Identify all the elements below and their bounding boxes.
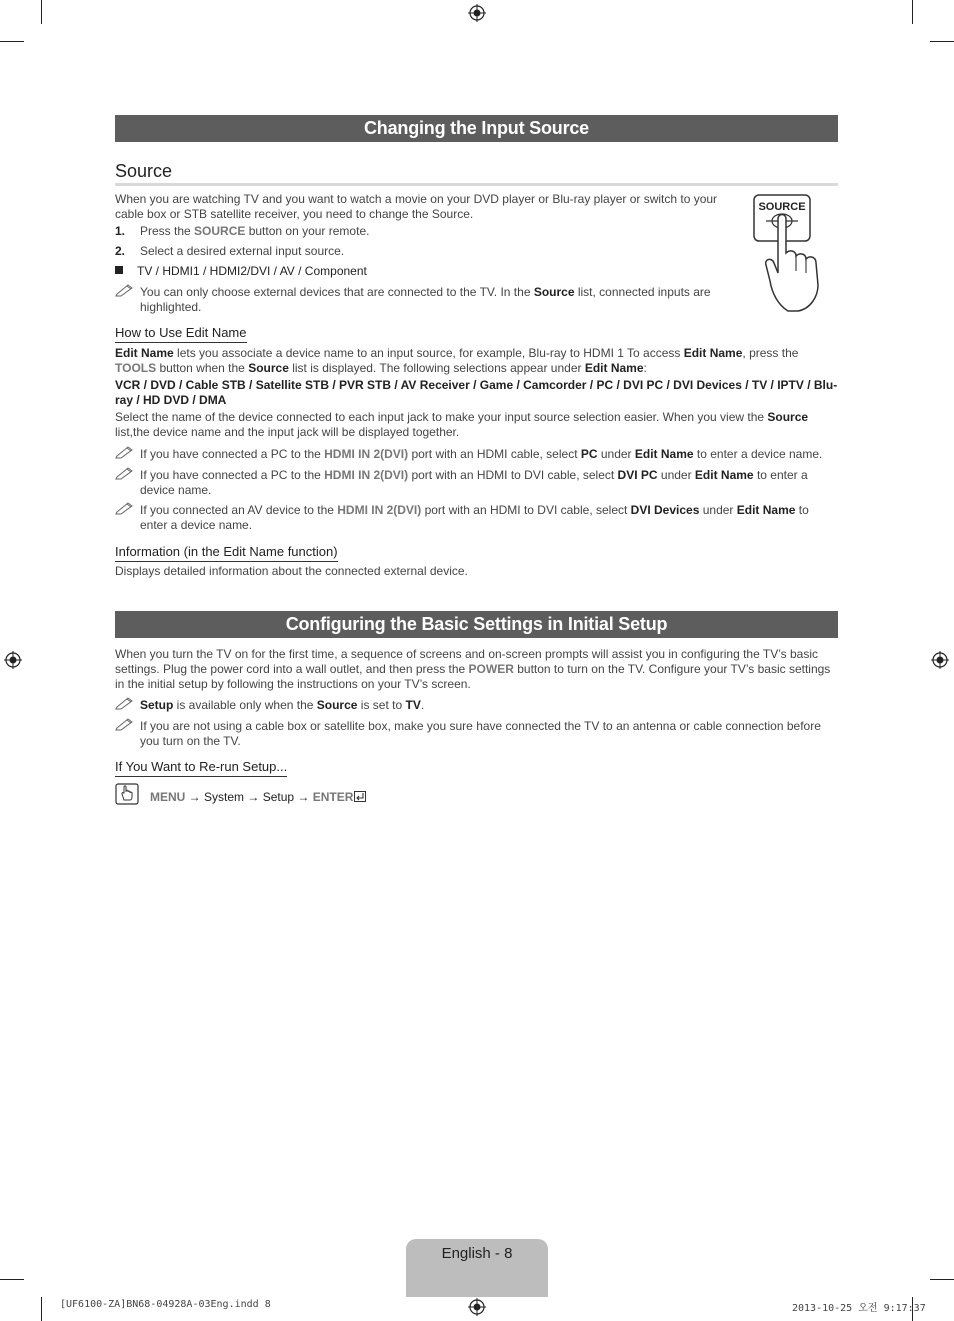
tv-key: TV bbox=[405, 698, 421, 712]
note-text: is set to bbox=[357, 698, 406, 712]
rerun-setup-subheading: If You Want to Re-run Setup... bbox=[115, 759, 287, 777]
setup-key: Setup bbox=[262, 790, 295, 804]
source-key: Source bbox=[248, 361, 289, 375]
edit-name-paragraph bbox=[115, 346, 838, 376]
note-text: to enter a device name. bbox=[693, 447, 823, 461]
page-number: English - 8 bbox=[441, 1245, 513, 1262]
source-list-text: TV / HDMI1 / HDMI2/DVI / AV / Component bbox=[137, 264, 367, 278]
note-text: . bbox=[420, 698, 425, 712]
edit-name-description bbox=[115, 410, 838, 440]
section-banner-initial-setup: Configuring the Basic Settings in Initial Setup bbox=[115, 611, 838, 638]
body-text: button to turn on the TV. Configure your TV’s basic settings in the initial setup by following the instructions on your TV’s screen. bbox=[115, 662, 831, 691]
note-pc-dvi bbox=[140, 468, 838, 498]
enter-icon bbox=[354, 791, 366, 802]
source-key: Source bbox=[533, 285, 575, 299]
source-heading: Source bbox=[115, 160, 838, 186]
path-arrow: → bbox=[244, 790, 263, 804]
body-text: list,the device name and the input jack will be displayed together. bbox=[115, 425, 460, 439]
note-text: port with an HDMI cable, select bbox=[408, 447, 581, 461]
setup-key: Setup bbox=[140, 698, 174, 712]
pencil-note-icon bbox=[115, 466, 135, 480]
body-text: button when the bbox=[156, 361, 249, 375]
note-text: list, connected inputs are highlighted. bbox=[140, 285, 711, 314]
pencil-note-icon bbox=[115, 501, 135, 515]
crop-mark bbox=[41, 1297, 42, 1321]
body-text: list is displayed. The following selections appear under bbox=[288, 361, 585, 375]
path-arrow: → bbox=[294, 790, 313, 804]
remote-button-label: SOURCE bbox=[758, 201, 806, 213]
edit-name-key: Edit Name bbox=[683, 346, 743, 360]
edit-name-key: Edit Name bbox=[584, 361, 644, 375]
note-setup-availability bbox=[140, 698, 838, 713]
initial-setup-paragraph bbox=[115, 647, 838, 692]
information-subheading: Information (in the Edit Name function) bbox=[115, 544, 338, 562]
registration-mark-icon bbox=[4, 651, 22, 669]
note-text: to enter a device name. bbox=[140, 503, 809, 532]
port-key: HDMI IN 2(DVI) bbox=[324, 447, 409, 461]
step-number: 2. bbox=[115, 244, 126, 258]
note-text: is available only when the bbox=[173, 698, 317, 712]
pencil-note-icon bbox=[115, 717, 135, 731]
menu-key: MENU bbox=[150, 790, 186, 804]
date-slug: 2013-10-25 오전 9:17:37 bbox=[792, 1303, 926, 1314]
registration-mark-icon bbox=[931, 651, 949, 669]
step-2 bbox=[115, 244, 735, 259]
body-text: , press the bbox=[742, 346, 799, 360]
source-key: Source bbox=[316, 698, 358, 712]
step-text: Press the bbox=[140, 224, 195, 238]
section-banner-input-source: Changing the Input Source bbox=[115, 115, 838, 142]
note-antenna: If you are not using a cable box or satellite box, make you sure have connected the TV to an antenna or cable connection before you turn on the TV. bbox=[140, 719, 821, 748]
pencil-note-icon bbox=[115, 445, 135, 459]
information-text: Displays detailed information about the connected external device. bbox=[115, 564, 468, 578]
step-text: button on your remote. bbox=[245, 224, 370, 238]
note-text: port with an HDMI to DVI cable, select bbox=[408, 468, 618, 482]
source-remote-hand-icon bbox=[752, 193, 834, 313]
source-key: Source bbox=[767, 410, 809, 424]
pencil-note-icon bbox=[115, 696, 135, 710]
note-pc-hdmi bbox=[140, 447, 838, 462]
source-intro: When you are watching TV and you want to watch a movie on your DVD player or Blu-ray player or switch to your cable box or STB satellite receiver, you need to change the Source. bbox=[115, 192, 718, 221]
tools-key: TOOLS bbox=[115, 361, 157, 375]
note-text: If you have connected a PC to the bbox=[140, 468, 325, 482]
system-key: System bbox=[204, 790, 245, 804]
crop-mark bbox=[930, 41, 954, 42]
option-key: PC bbox=[580, 447, 598, 461]
edit-name-selections: VCR / DVD / Cable STB / Satellite STB / PVR STB / AV Receiver / Game / Camcorder / PC / DVI PC / DVI Devices / TV / IPTV / Blu-ray / HD DVD / DMA bbox=[115, 378, 838, 407]
edit-name-subheading: How to Use Edit Name bbox=[115, 325, 247, 343]
note-source-list bbox=[140, 285, 735, 315]
body-text: When you turn the TV on for the first time, a sequence of screens and on-screen prompts will assist you in configuring the TV’s basic settings. Plug the power cord into a wall outlet, and then press the bbox=[115, 647, 819, 676]
note-text: port with an HDMI to DVI cable, select bbox=[421, 503, 631, 517]
step-text: Select a desired external input source. bbox=[140, 244, 345, 258]
option-key: DVI PC bbox=[617, 468, 658, 482]
step-number: 1. bbox=[115, 224, 126, 238]
edit-name-key: Edit Name bbox=[694, 468, 754, 482]
rerun-setup-path bbox=[150, 790, 550, 805]
body-text: lets you associate a device name to an input source, for example, Blu-ray to HDMI 1 To access bbox=[173, 346, 684, 360]
square-bullet-icon bbox=[115, 266, 123, 274]
crop-mark bbox=[930, 1279, 954, 1280]
crop-mark bbox=[0, 41, 24, 42]
power-key: POWER bbox=[468, 662, 514, 676]
step-1 bbox=[115, 224, 735, 239]
crop-mark bbox=[0, 1279, 24, 1280]
note-text: under bbox=[597, 447, 635, 461]
note-text: If you connected an AV device to the bbox=[140, 503, 338, 517]
source-list bbox=[115, 264, 735, 279]
note-text: You can only choose external devices that are connected to the TV. In the bbox=[140, 285, 534, 299]
note-text: under bbox=[657, 468, 695, 482]
path-arrow: → bbox=[185, 790, 205, 804]
note-text: If you have connected a PC to the bbox=[140, 447, 325, 461]
source-key: SOURCE bbox=[194, 224, 246, 238]
note-av-dvi bbox=[140, 503, 838, 533]
crop-mark bbox=[912, 0, 913, 24]
crop-mark bbox=[41, 0, 42, 24]
pencil-note-icon bbox=[115, 283, 135, 297]
edit-name-key: Edit Name bbox=[115, 346, 174, 360]
edit-name-key: Edit Name bbox=[634, 447, 694, 461]
menu-hand-icon bbox=[115, 783, 139, 805]
file-slug: [UF6100-ZA]BN68-04928A-03Eng.indd 8 bbox=[60, 1299, 271, 1310]
note-text: under bbox=[699, 503, 737, 517]
body-text: Select the name of the device connected to each input jack to make your input source selection easier. When you view the bbox=[115, 410, 768, 424]
option-key: DVI Devices bbox=[630, 503, 700, 517]
enter-key: ENTER bbox=[312, 790, 354, 804]
registration-mark-icon bbox=[468, 4, 486, 22]
note-text: to enter a device name. bbox=[140, 468, 808, 497]
port-key: HDMI IN 2(DVI) bbox=[324, 468, 409, 482]
edit-name-key: Edit Name bbox=[736, 503, 796, 517]
body-text: : bbox=[643, 361, 647, 375]
port-key: HDMI IN 2(DVI) bbox=[337, 503, 422, 517]
registration-mark-icon bbox=[468, 1298, 486, 1316]
